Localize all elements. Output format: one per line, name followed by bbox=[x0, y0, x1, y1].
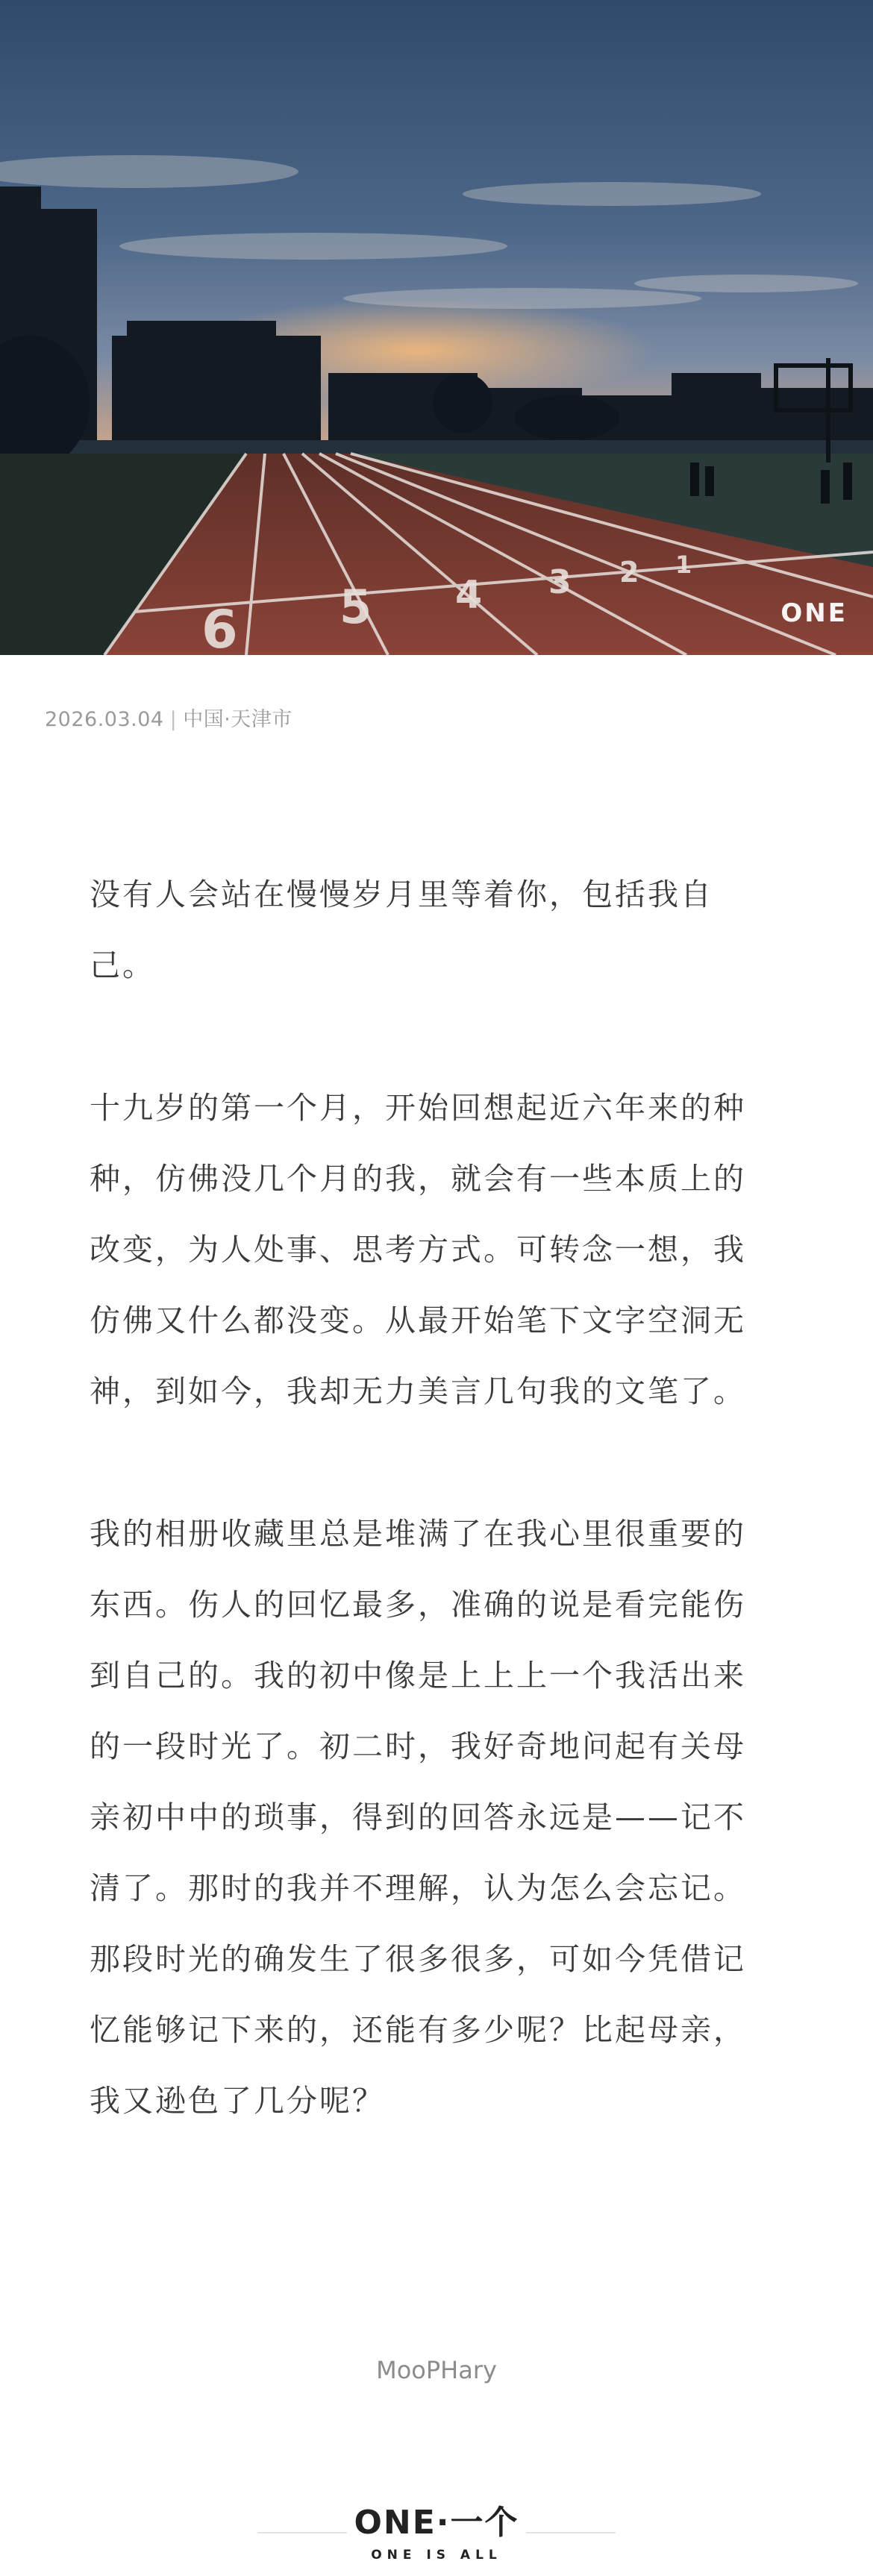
lane-number-3: 3 bbox=[548, 563, 572, 601]
hero-image bbox=[0, 0, 873, 655]
hero-photo bbox=[0, 0, 873, 655]
lane-number-2: 2 bbox=[619, 556, 639, 589]
lane-number-6: 6 bbox=[201, 599, 238, 655]
post-meta bbox=[45, 703, 292, 732]
article-body bbox=[90, 859, 776, 2208]
lane-number-1: 1 bbox=[675, 551, 692, 579]
post-location: 中国·天津市 bbox=[183, 708, 292, 731]
footer-brand-logo[interactable] bbox=[0, 2495, 873, 2563]
author-name[interactable]: MooPHary bbox=[376, 2356, 497, 2384]
meta-separator: | bbox=[169, 708, 178, 731]
post-date: 2026.03.04 bbox=[45, 708, 164, 731]
article-paragraph: 我的相册收藏里总是堆满了在我心里很重要的东西。伤人的回忆最多，准确的说是看完能伤到自己的。我的初中像是上上上一个我活出来的一段时光了。初二时，我好奇地问起有关母亲初中中的琐事，得到的回答永远是——记不清了。那时的我并不理解，认为怎么会忘记。那段时光的确发生了很多很多，可如今凭借记忆能够记下来的，还能有多少呢？比起母亲，我又逊色了几分呢？ bbox=[90, 1516, 746, 2119]
footer-slogan: ONE IS ALL bbox=[371, 2548, 502, 2563]
hero-logo-watermark: ONE bbox=[780, 598, 848, 628]
lane-number-5: 5 bbox=[340, 580, 372, 634]
article-paragraph: 没有人会站在慢慢岁月里等着你，包括我自己。 bbox=[90, 877, 713, 983]
lane-number-4: 4 bbox=[455, 573, 483, 618]
article-paragraph: 十九岁的第一个月，开始回想起近六年来的种种，仿佛没几个月的我，就会有一些本质上的改变，为人处事、思考方式。可转念一想，我仿佛又什么都没变。从最开始笔下文字空洞无神，到如今，我却无力美言几句我的文笔了。 bbox=[90, 1090, 746, 1409]
footer-brand-name: ONE·一个 bbox=[354, 2504, 519, 2542]
